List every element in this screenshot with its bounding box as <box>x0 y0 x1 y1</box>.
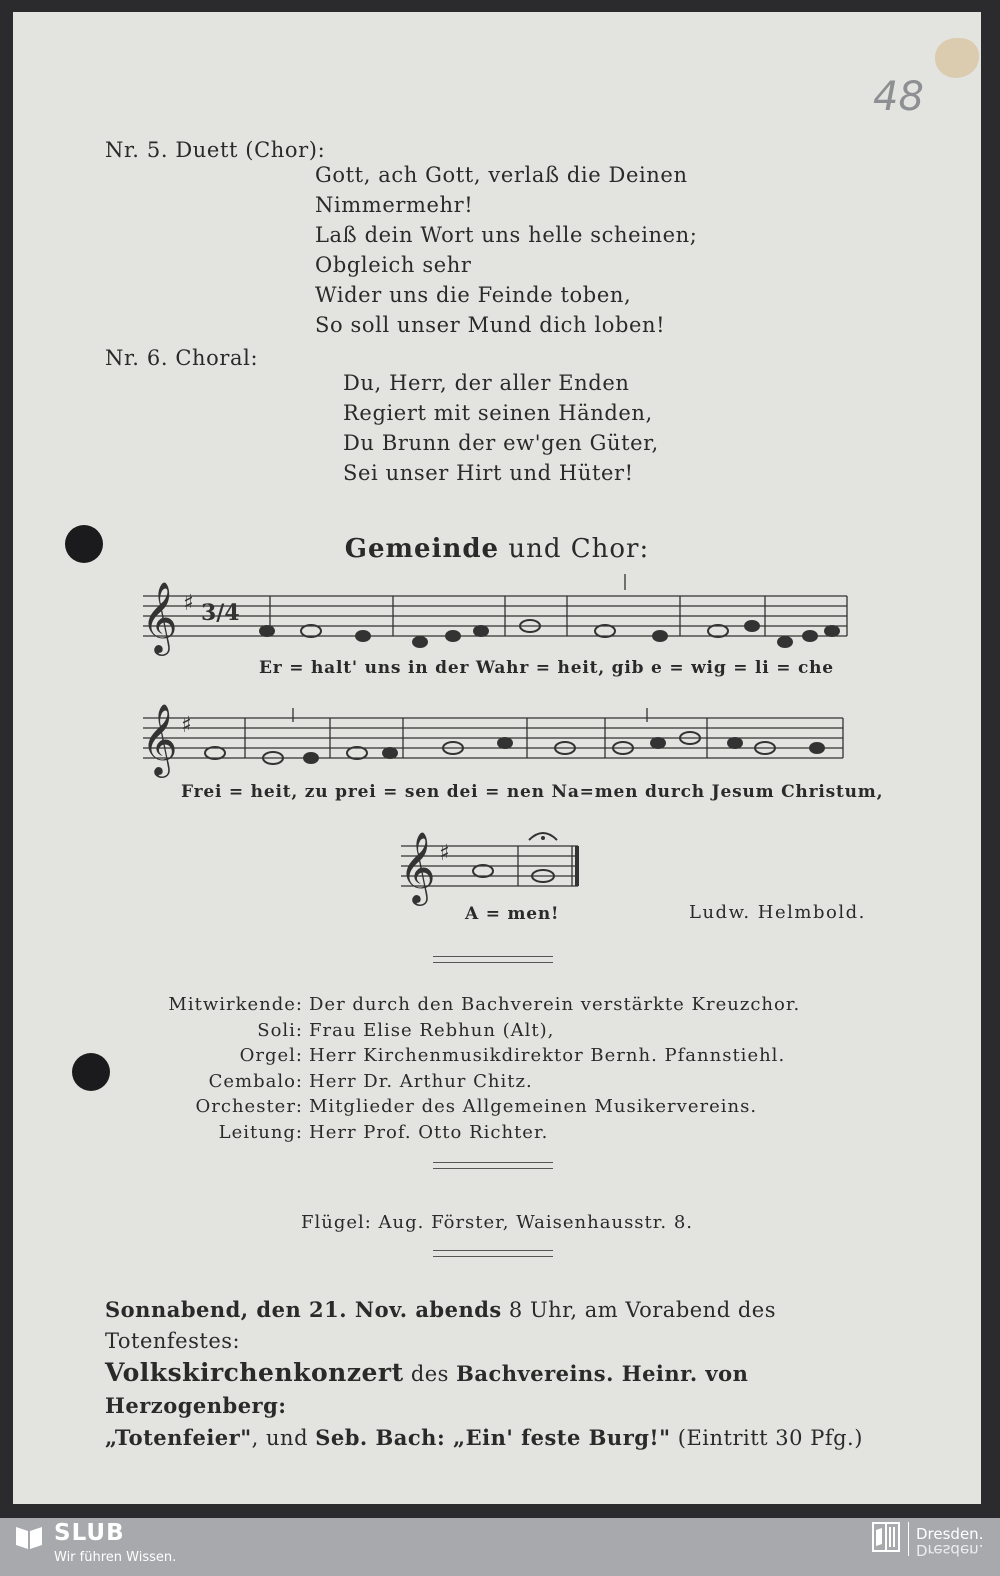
dresden-crest-icon[interactable] <box>872 1522 900 1552</box>
divider <box>433 956 553 963</box>
no5-line: Laß dein Wort uns helle scheinen; <box>315 223 698 247</box>
cast-row <box>163 1122 800 1148</box>
announcement-work-2: Seb. Bach: „Ein' feste Burg!" <box>315 1425 671 1450</box>
hymn-author: Ludw. Helmbold. <box>689 902 866 923</box>
sharp-icon: ♯ <box>181 713 192 738</box>
announcement-time: 8 Uhr, am Vorabend des Totenfestes: <box>105 1298 776 1353</box>
cast-person: Herr Dr. Arthur Chitz. <box>309 1070 533 1092</box>
note <box>728 738 742 748</box>
cast-row <box>163 994 800 1020</box>
lyrics-line-2: Frei = heit, zu prei = sen dei = nen Na=men durch Jesum Christum, <box>181 782 884 802</box>
note <box>651 738 665 748</box>
note <box>745 621 759 631</box>
sharp-icon: ♯ <box>439 841 450 866</box>
no6-line: Du, Herr, der aller Enden <box>343 371 630 395</box>
announcement-org: Bachvereins. Heinr. von Herzogenberg: <box>105 1361 749 1418</box>
treble-clef-icon: 𝄞 <box>141 702 178 775</box>
announcement-line-3 <box>105 1422 895 1454</box>
cast-person: Herr Kirchenmusikdirektor Bernh. Pfannstiehl. <box>309 1045 786 1066</box>
note <box>778 637 792 647</box>
announcement-title: Volkskirchenkonzert <box>105 1358 404 1387</box>
treble-clef-icon: 𝄞 <box>399 830 436 903</box>
dresden-logo-text[interactable] <box>916 1526 983 1558</box>
cast-role: Orgel: <box>239 1045 303 1066</box>
note <box>260 626 274 636</box>
cast-row <box>163 1020 800 1046</box>
note <box>810 743 824 753</box>
note <box>205 747 225 759</box>
note <box>473 865 493 877</box>
note <box>498 738 512 748</box>
lyrics-line-3: A = men! <box>465 904 560 924</box>
slub-logo-text[interactable]: SLUB <box>54 1520 125 1546</box>
announcement-text: des <box>403 1362 457 1386</box>
note <box>383 748 397 758</box>
no6-label: Nr. 6. Choral: <box>105 346 259 370</box>
footer-separator <box>908 1522 909 1556</box>
cast-row <box>163 1045 800 1071</box>
music-staff-2 <box>135 694 855 784</box>
cast-person: Frau Elise Rebhun (Alt), <box>309 1019 555 1041</box>
cast-role: Soli: <box>257 1019 303 1041</box>
no6-line: Sei unser Hirt und Hüter! <box>343 461 634 485</box>
announcement-line-1 <box>105 1294 895 1357</box>
note <box>347 747 367 759</box>
divider <box>433 1162 553 1169</box>
note <box>825 626 839 636</box>
sharp-icon: ♯ <box>183 591 194 616</box>
note <box>356 631 370 641</box>
document-page <box>13 12 981 1504</box>
paper-stain <box>935 38 979 78</box>
announcement-price: (Eintritt 30 Pfg.) <box>670 1426 863 1450</box>
no6-line: Du Brunn der ew'gen Güter, <box>343 431 659 455</box>
choir-heading <box>13 534 981 564</box>
no6-line: Regiert mit seinen Händen, <box>343 401 653 425</box>
no5-line: Gott, ach Gott, verlaß die Deinen <box>315 163 688 187</box>
cast-row <box>163 1096 800 1122</box>
cast-person: Der durch den Bachverein verstärkte Kreuzchor. <box>309 994 801 1015</box>
no5-line: Nimmermehr! <box>315 193 474 217</box>
time-signature: 3/4 <box>201 600 240 626</box>
no6-text <box>343 368 659 488</box>
punch-hole <box>72 1053 110 1091</box>
announcement-date: Sonnabend, den 21. Nov. abends <box>105 1297 502 1322</box>
piano-credit: Flügel: Aug. Förster, Waisenhausstr. 8. <box>300 1212 694 1233</box>
note <box>595 625 615 637</box>
dresden-label-mirrored: Dresden. <box>916 1541 984 1559</box>
no5-line: Wider uns die Feinde toben, <box>315 283 632 307</box>
punch-hole <box>65 525 103 563</box>
no5-line: Obgleich sehr <box>315 253 472 277</box>
cast-list <box>163 994 800 1147</box>
divider <box>433 1250 553 1257</box>
cast-role: Mitwirkende: <box>168 994 303 1015</box>
lyrics-line-1: Er = halt' uns in der Wahr = heit, gib e = wig = li = che <box>259 658 834 678</box>
no5-label: Nr. 5. Duett (Chor): <box>105 138 326 162</box>
cast-person: Mitglieder des Allgemeinen Musikervereins. <box>309 1096 758 1117</box>
dresden-label: Dresden. <box>916 1525 984 1543</box>
music-staff-1 <box>135 572 855 662</box>
concert-announcement <box>105 1294 895 1454</box>
cast-role: Cembalo: <box>208 1070 303 1092</box>
music-staff-3 <box>393 822 583 912</box>
treble-clef-icon: 𝄞 <box>141 580 178 653</box>
cast-role: Orchester: <box>195 1096 303 1117</box>
note <box>446 631 460 641</box>
announcement-work-1: „Totenfeier" <box>105 1425 252 1450</box>
announcement-text: , und <box>251 1426 316 1450</box>
choir-heading-rest: und Chor: <box>499 534 650 564</box>
note <box>474 626 488 636</box>
note <box>301 625 321 637</box>
cast-person: Herr Prof. Otto Richter. <box>309 1121 549 1143</box>
footer-bar <box>0 1518 1000 1576</box>
cast-role: Leitung: <box>218 1121 303 1143</box>
note <box>413 637 427 647</box>
slub-book-icon[interactable] <box>14 1523 44 1551</box>
slub-tagline: Wir führen Wissen. <box>54 1550 177 1565</box>
choir-heading-bold: Gemeinde <box>344 534 500 564</box>
note <box>304 753 318 763</box>
no5-line: So soll unser Mund dich loben! <box>315 313 666 337</box>
announcement-line-2 <box>105 1357 895 1422</box>
cast-row <box>163 1071 800 1097</box>
no5-text <box>315 160 697 340</box>
note <box>653 631 667 641</box>
page-number: 48 <box>873 74 924 120</box>
note <box>708 625 728 637</box>
note <box>803 631 817 641</box>
